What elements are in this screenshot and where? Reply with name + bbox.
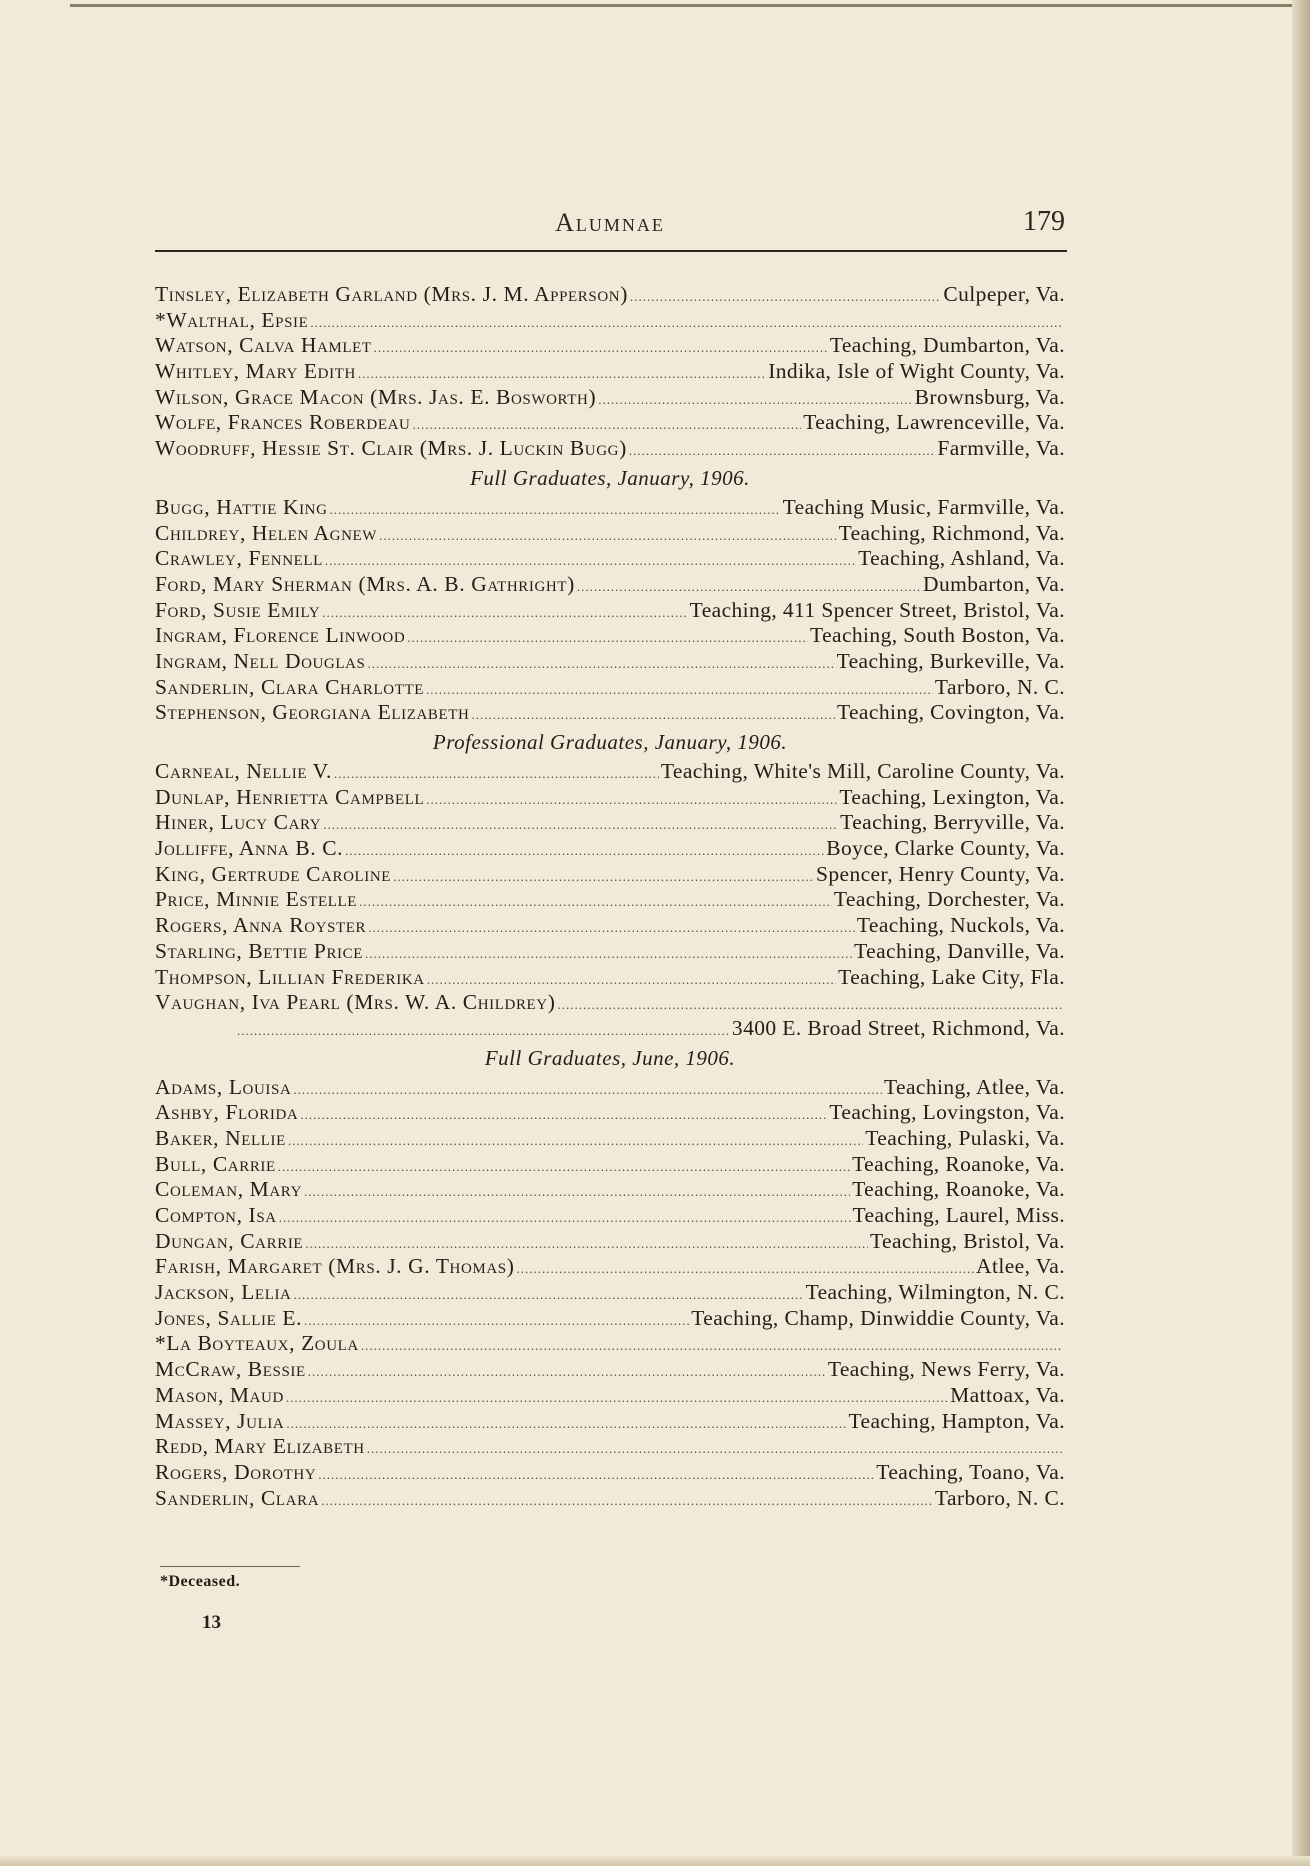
- dot-leader: [358, 361, 766, 387]
- entry-name: Redd, Mary Elizabeth: [155, 1434, 365, 1459]
- entry-detail: Mattoax, Va.: [950, 1382, 1065, 1407]
- entry-name: Wolfe, Frances Roberdeau: [155, 410, 411, 435]
- list-item: [155, 546, 1065, 572]
- entry-detail: Teaching, Lovingston, Va.: [829, 1100, 1065, 1125]
- list-item: [155, 598, 1065, 624]
- list-item: [155, 1254, 1065, 1280]
- entry-name: Adams, Louisa: [155, 1074, 292, 1099]
- list-item: [155, 385, 1065, 411]
- entry-name: *La Boyteaux, Zoula: [155, 1331, 359, 1356]
- entry-detail: Teaching, 411 Spencer Street, Bristol, Va.: [689, 597, 1065, 622]
- list-item: [155, 333, 1065, 359]
- list-item: [155, 810, 1065, 836]
- entry-name: Jolliffe, Anna B. C.: [155, 836, 344, 861]
- entry-name: Hiner, Lucy Cary: [155, 810, 322, 835]
- entry-name: Coleman, Mary: [155, 1177, 303, 1202]
- dot-leader: [288, 1128, 863, 1154]
- list-item: [155, 1100, 1065, 1126]
- list-item: [155, 1357, 1065, 1383]
- entry-name: Massey, Julia: [155, 1408, 285, 1433]
- entry-name: Sanderlin, Clara: [155, 1485, 320, 1510]
- dot-leader: [310, 310, 1063, 336]
- dot-leader: [367, 1436, 1063, 1462]
- list-item: [155, 1306, 1065, 1332]
- dot-leader: [407, 625, 808, 651]
- list-item: [155, 572, 1065, 598]
- entry-detail: Teaching, Toano, Va.: [876, 1459, 1065, 1484]
- list-item: [155, 1331, 1065, 1357]
- list-item: [155, 939, 1065, 965]
- dot-leader: [325, 548, 856, 574]
- dot-leader: [321, 1488, 933, 1514]
- dot-leader: [304, 1179, 850, 1205]
- entry-name: Baker, Nellie: [155, 1125, 286, 1150]
- dot-leader: [361, 1333, 1063, 1359]
- entry-detail: Tarboro, N. C.: [934, 1485, 1065, 1510]
- footnote: *Deceased.: [160, 1573, 241, 1590]
- entry-detail: Teaching, Nuckols, Va.: [856, 913, 1065, 938]
- entry-name: Ingram, Florence Linwood: [155, 623, 406, 648]
- entry-name: McCraw, Bessie: [155, 1357, 306, 1382]
- entry-name: Whitley, Mary Edith: [155, 359, 356, 384]
- dot-leader: [279, 1205, 851, 1231]
- page-bottom-edge: [0, 1856, 1310, 1866]
- entry-name: Childrey, Helen Agnew: [155, 520, 378, 545]
- dot-leader: [334, 761, 659, 787]
- dot-leader: [393, 864, 814, 890]
- list-item: [155, 282, 1065, 308]
- dot-leader: [286, 1385, 948, 1411]
- list-item: [155, 521, 1065, 547]
- dot-leader: [426, 677, 933, 703]
- entry-name: Vaughan, Iva Pearl (Mrs. W. A. Childrey): [155, 990, 556, 1015]
- entry-detail: Teaching, Laurel, Miss.: [852, 1203, 1065, 1227]
- entry-name: King, Gertrude Caroline: [155, 861, 392, 886]
- list-item: [155, 1229, 1065, 1255]
- entry-name: Thompson, Lillian Frederika: [155, 964, 425, 989]
- entry-detail: Teaching, Danville, Va.: [854, 938, 1065, 963]
- entry-detail: Teaching, Roanoke, Va.: [852, 1151, 1065, 1176]
- list-item: [155, 785, 1065, 811]
- entry-detail: 3400 E. Broad Street, Richmond, Va.: [731, 1015, 1065, 1040]
- dot-leader: [374, 335, 828, 361]
- dot-leader: [278, 1154, 850, 1180]
- entry-detail: Teaching, South Boston, Va.: [810, 623, 1065, 648]
- dot-leader: [558, 992, 1064, 1018]
- entry-name: *Walthal, Epsie: [155, 307, 309, 332]
- list-item: [155, 1075, 1065, 1101]
- entry-name: Sanderlin, Clara Charlotte: [155, 674, 425, 699]
- dot-leader: [293, 1282, 803, 1308]
- entry-name: Rogers, Anna Royster: [155, 913, 367, 938]
- entry-detail: Teaching, Covington, Va.: [836, 700, 1065, 725]
- section-heading: Professional Graduates, January, 1906.: [432, 730, 788, 754]
- list-item: [155, 990, 1065, 1016]
- entry-name: Dungan, Carrie: [155, 1228, 304, 1253]
- entry-detail: Teaching, Lexington, Va.: [839, 784, 1065, 809]
- list-item: [155, 1460, 1065, 1486]
- list-item: [155, 675, 1065, 701]
- entry-detail: Teaching, Berryville, Va.: [840, 810, 1065, 835]
- dot-leader: [237, 1018, 730, 1044]
- entry-name: Crawley, Fennell: [155, 546, 323, 571]
- list-item: [155, 1280, 1065, 1306]
- list-item: [155, 623, 1065, 649]
- dot-leader: [305, 1231, 868, 1257]
- header-rule: [155, 250, 1067, 252]
- list-item: [155, 1383, 1065, 1409]
- entry-detail: Teaching, Dorchester, Va.: [833, 887, 1065, 912]
- list-item: [155, 495, 1065, 521]
- entry-detail: Teaching, Champ, Dinwiddie County, Va.: [691, 1305, 1065, 1330]
- page-top-edge: [70, 4, 1300, 7]
- list-item: [155, 436, 1065, 462]
- entry-name: Bull, Carrie: [155, 1151, 276, 1176]
- entry-name: Ingram, Nell Douglas: [155, 648, 366, 673]
- dot-leader: [323, 812, 838, 838]
- dot-leader: [630, 284, 941, 310]
- entry-name: Price, Minnie Estelle: [155, 887, 358, 912]
- entry-detail: Spencer, Henry County, Va.: [816, 861, 1065, 886]
- entry-name: Ashby, Florida: [155, 1100, 299, 1125]
- entry-name: Starling, Bettie Price: [155, 938, 364, 963]
- entry-name: Mason, Maud: [155, 1382, 284, 1407]
- entry-name: Jones, Sallie E.: [155, 1305, 303, 1330]
- page-binding-shadow: [1292, 0, 1310, 1866]
- dot-leader: [472, 702, 835, 728]
- entry-name: Dunlap, Henrietta Campbell: [155, 784, 425, 809]
- running-title: Alumnae: [555, 208, 665, 237]
- dot-leader: [368, 915, 855, 941]
- entry-detail: Teaching, News Ferry, Va.: [827, 1357, 1065, 1382]
- list-item: [155, 1152, 1065, 1178]
- footnote-rule: [160, 1566, 300, 1567]
- dot-leader: [598, 387, 912, 413]
- dot-leader: [577, 574, 921, 600]
- entry-detail: Farmville, Va.: [937, 436, 1065, 461]
- list-item-continuation: [155, 1016, 1065, 1042]
- entry-detail: Teaching, Roanoke, Va.: [852, 1177, 1065, 1202]
- entry-name: Rogers, Dorothy: [155, 1459, 317, 1484]
- entry-detail: Teaching, Bristol, Va.: [870, 1228, 1065, 1253]
- list-item: [155, 965, 1065, 991]
- list-item: [155, 836, 1065, 862]
- list-item: [155, 913, 1065, 939]
- dot-leader: [359, 889, 832, 915]
- signature-mark: 13: [202, 1612, 221, 1633]
- dot-leader: [426, 787, 837, 813]
- list-item: [155, 1126, 1065, 1152]
- entry-name: Tinsley, Elizabeth Garland (Mrs. J. M. Apperson): [155, 282, 628, 306]
- dot-leader: [322, 600, 687, 626]
- entry-name: Ford, Mary Sherman (Mrs. A. B. Gathright): [155, 571, 575, 596]
- running-header: [155, 208, 1065, 248]
- entry-detail: Teaching, Atlee, Va.: [883, 1074, 1065, 1099]
- entry-detail: Teaching, Wilmington, N. C.: [805, 1280, 1065, 1305]
- list-item: [155, 759, 1065, 785]
- entry-name: Carneal, Nellie V.: [155, 759, 333, 783]
- dot-leader: [629, 438, 936, 464]
- entry-detail: Tarboro, N. C.: [934, 674, 1065, 699]
- list-item: [155, 862, 1065, 888]
- entry-name: Stephenson, Georgiana Elizabeth: [155, 700, 470, 725]
- dot-leader: [412, 412, 801, 438]
- dot-leader: [368, 651, 835, 677]
- entry-detail: Teaching Music, Farmville, Va.: [782, 494, 1065, 519]
- entry-name: Ford, Susie Emily: [155, 597, 321, 622]
- list-item: [155, 308, 1065, 334]
- dot-leader: [293, 1077, 882, 1103]
- dot-leader: [318, 1462, 874, 1488]
- page-number: 179: [1023, 206, 1065, 237]
- list-item: [155, 649, 1065, 675]
- dot-leader: [365, 941, 852, 967]
- list-item: [155, 700, 1065, 726]
- entry-name: Bugg, Hattie King: [155, 494, 328, 519]
- entry-detail: Teaching, Richmond, Va.: [838, 520, 1065, 545]
- dot-leader: [286, 1411, 846, 1437]
- list-item: [155, 1203, 1065, 1229]
- entry-detail: Teaching, White's Mill, Caroline County, Va.: [660, 759, 1065, 783]
- entry-detail: Teaching, Burkeville, Va.: [836, 648, 1065, 673]
- entry-name: Wilson, Grace Macon (Mrs. Jas. E. Bosworth): [155, 384, 597, 409]
- dot-leader: [304, 1308, 689, 1334]
- dot-leader: [517, 1256, 975, 1282]
- entry-name: Jackson, Lelia: [155, 1280, 292, 1305]
- list-item: [155, 1177, 1065, 1203]
- dot-leader: [330, 497, 781, 523]
- alumnae-list: [155, 282, 1065, 1511]
- list-item: [155, 1409, 1065, 1435]
- entry-name: Watson, Calva Hamlet: [155, 333, 372, 358]
- dot-leader: [345, 838, 824, 864]
- dot-leader: [308, 1359, 826, 1385]
- entry-detail: Culpeper, Va.: [943, 282, 1065, 306]
- entry-detail: Dumbarton, Va.: [923, 571, 1065, 596]
- list-item: [155, 887, 1065, 913]
- entry-name: Farish, Margaret (Mrs. J. G. Thomas): [155, 1254, 515, 1279]
- entry-detail: Indika, Isle of Wight County, Va.: [768, 359, 1065, 384]
- entry-detail: Boyce, Clarke County, Va.: [826, 836, 1065, 861]
- entry-detail: Teaching, Ashland, Va.: [858, 546, 1065, 571]
- entry-detail: Teaching, Dumbarton, Va.: [829, 333, 1065, 358]
- dot-leader: [427, 967, 836, 993]
- section-heading: Full Graduates, June, 1906.: [484, 1045, 736, 1070]
- entry-name: Woodruff, Hessie St. Clair (Mrs. J. Luckin Bugg): [155, 436, 627, 461]
- dot-leader: [300, 1102, 827, 1128]
- list-item: [155, 1486, 1065, 1512]
- entry-detail: Teaching, Lake City, Fla.: [838, 964, 1065, 989]
- entry-detail: Teaching, Pulaski, Va.: [865, 1125, 1065, 1150]
- list-item: [155, 410, 1065, 436]
- section-heading: Full Graduates, January, 1906.: [470, 465, 750, 490]
- dot-leader: [379, 523, 837, 549]
- entry-detail: Teaching, Hampton, Va.: [848, 1408, 1065, 1433]
- entry-detail: Atlee, Va.: [976, 1254, 1065, 1279]
- entry-name: Compton, Isa: [155, 1203, 277, 1227]
- list-item: [155, 359, 1065, 385]
- entry-detail: Teaching, Lawrenceville, Va.: [803, 410, 1065, 435]
- list-item: [155, 1434, 1065, 1460]
- entry-detail: Brownsburg, Va.: [914, 384, 1065, 409]
